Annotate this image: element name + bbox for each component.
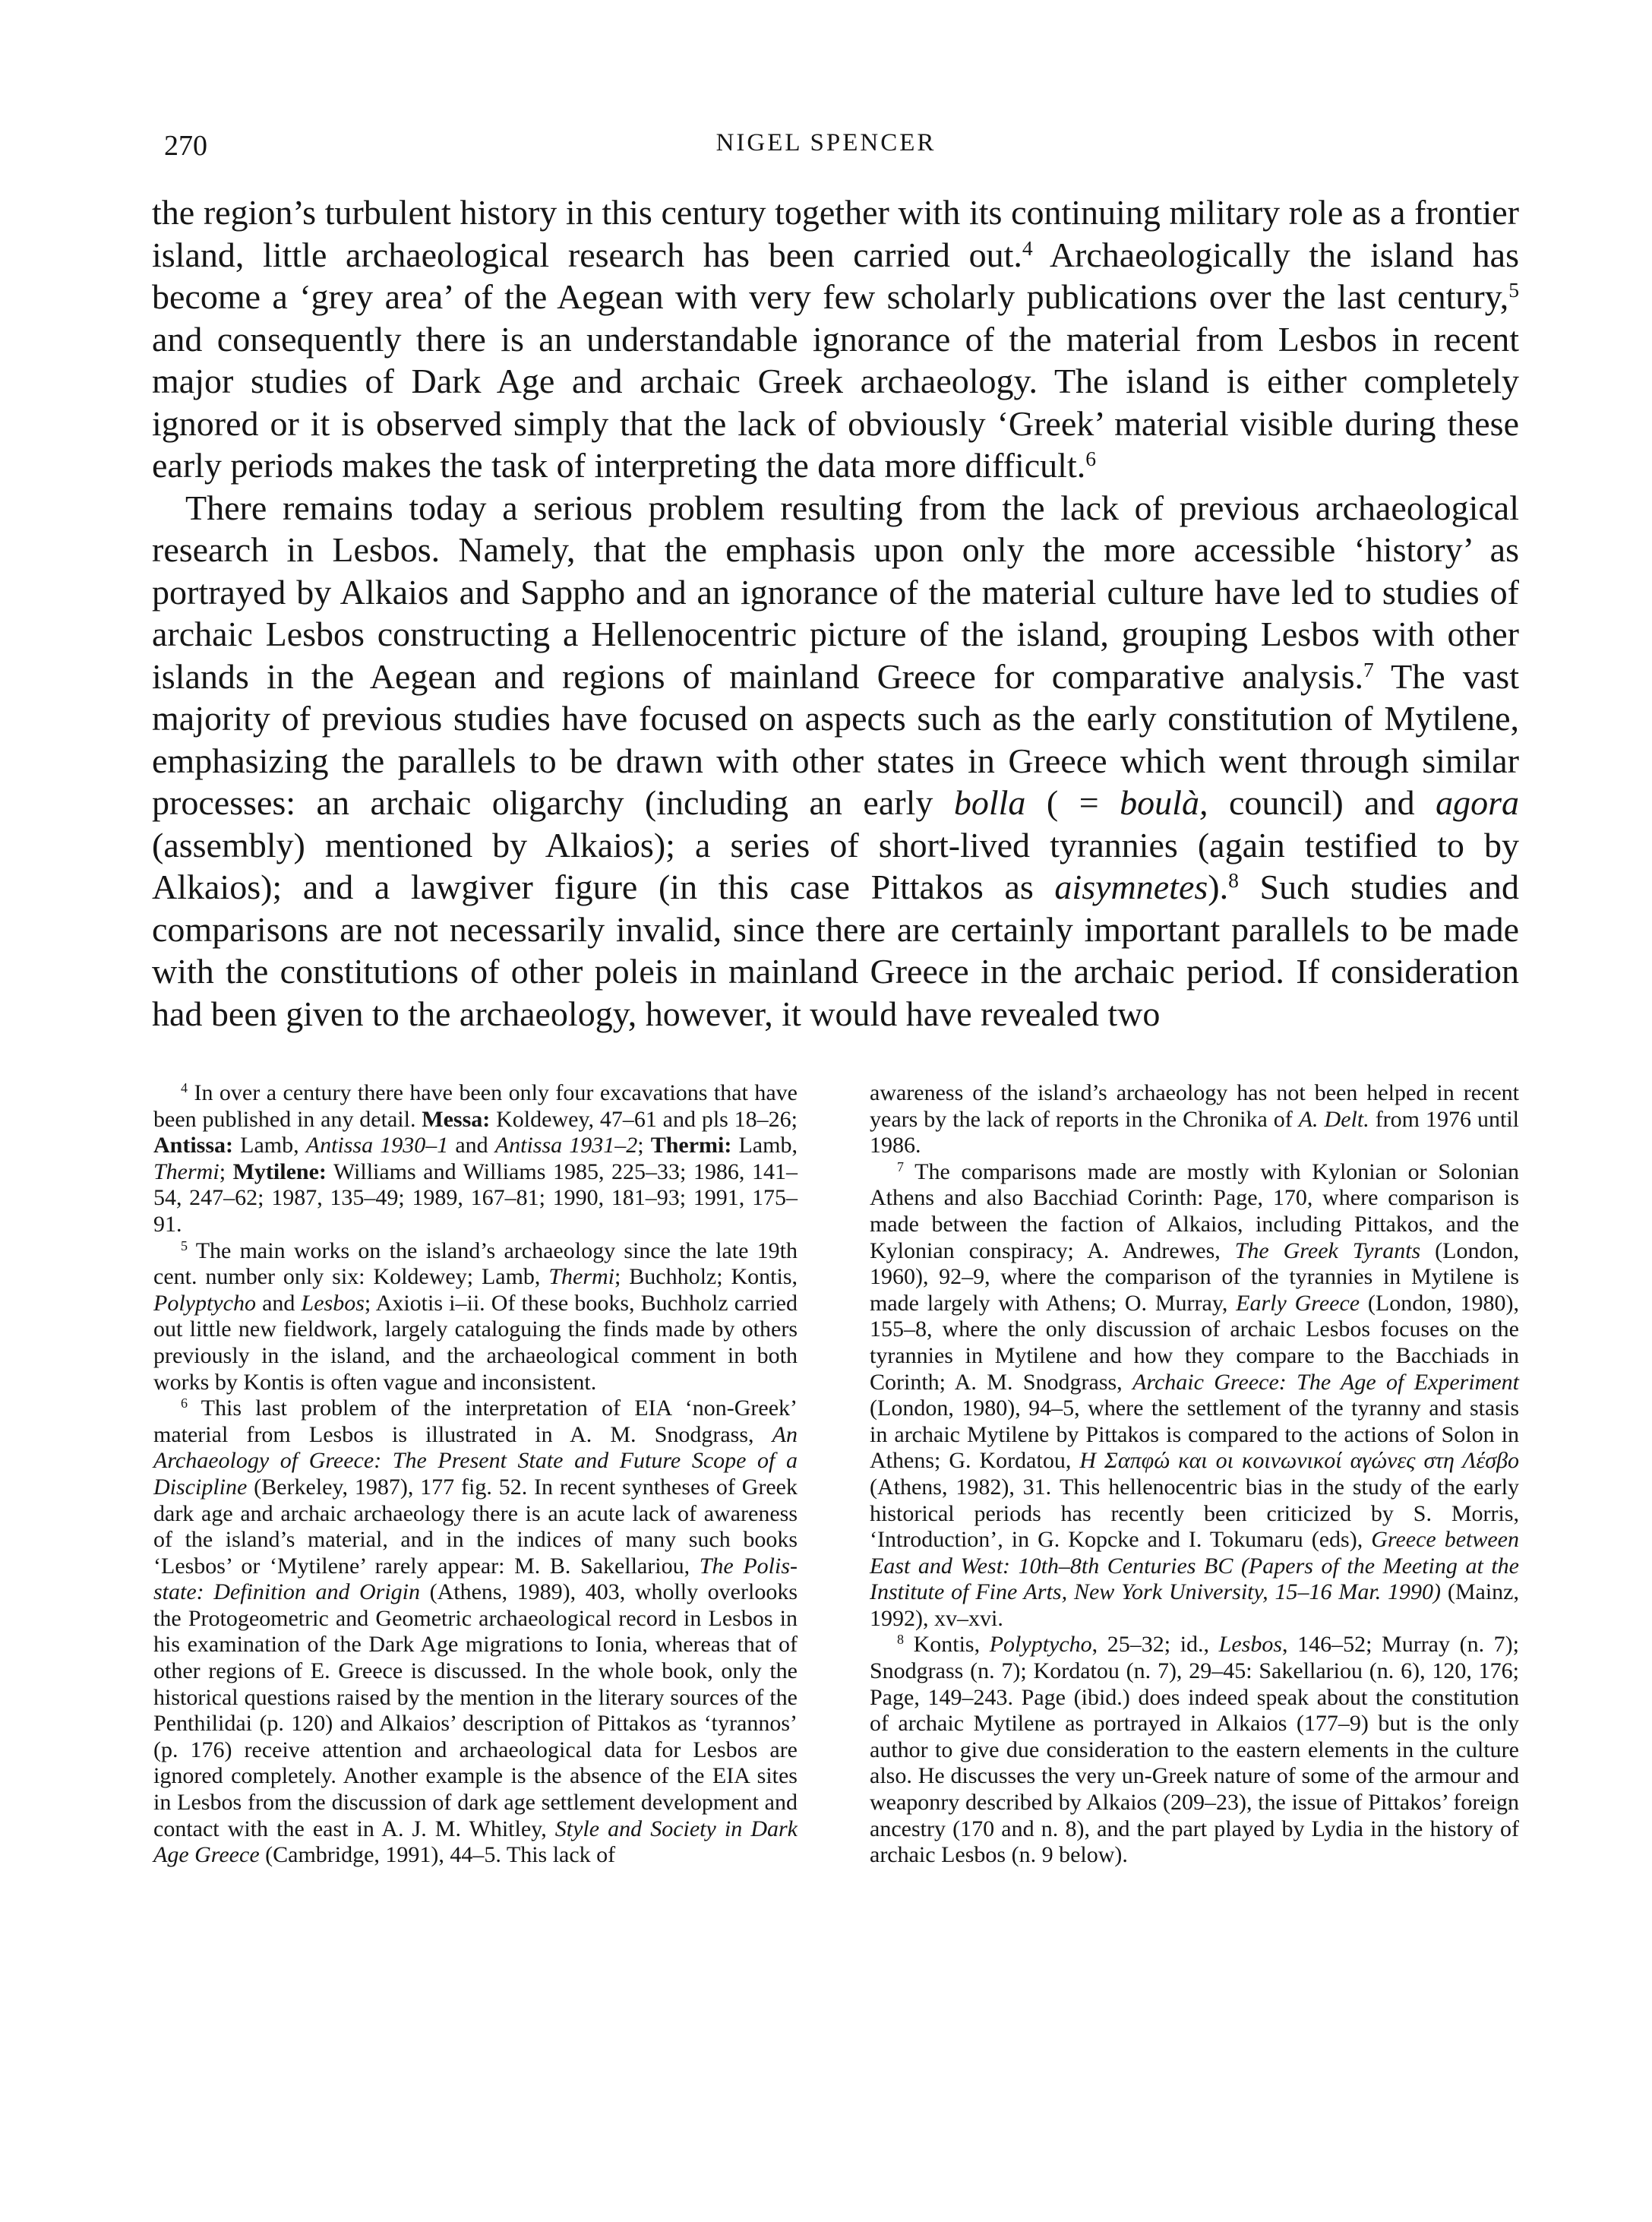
body-paragraph-1: the region’s turbulent history in this century together with its continuing military role as a frontier island, little archaeological research has been carried out.$^4$ Archaeologically the island has become a ‘grey area’ of the Aegean with very few scholarly publications over the last century,$^5$ and consequently there is an understandable ignorance of the material from Lesbos in recent major studies of Dark Age and archaic Greek archaeology. The island is either completely ignored or it is observed simply that the lack of obviously ‘Greek’ material visible during these early periods makes the task of interpreting the data more difficult.$^6$ xyxy=(152,193,1519,485)
footnote-7: $^7$ The comparisons made are mostly with Kylonian or Solonian Athens and also Bacchiad Corinth: Page, 170, where comparison is made between the faction of Alkaios, including Pittakos, and the Kylonian conspiracy; A. Andrewes, The Greek Tyrants (London, 1960), 92–9, where the comparison of the tyrannies in Mytilene is made largely with Athens; O. Murray, Early Greece (London, 1980), 155–8, where the only discussion of archaic Lesbos focuses on the tyrannies in Mytilene and how they compare to the Bacchiads in Corinth; A. M. Snodgrass, Archaic Greece: The Age of Experiment (London, 1980), 94–5, where the settlement of the tyranny and stasis in archaic Mytilene by Pittakos is compared to the actions of Solon in Athens; G. Kordatou, Η Σαπφώ και οι κοινωνικοί αγώνες στη Λέσβο (Athens, 1982), 31. This hellenocentric bias in the study of the early historical periods has recently been criticized by S. Morris, ‘Introduction’, in G. Kopcke and I. Tokumaru (eds), Greece between East and West: 10th–8th Centuries BC (Papers of the Meeting at the Institute of Fine Arts, New York University, 15–16 Mar. 1990) (Mainz, 1992), xv–xvi. xyxy=(870,1158,1520,1631)
footnote-6-continued: awareness of the island’s archaeology has not been helped in recent years by the lack of reports in the Chronika of A. Delt. from 1976 until 1986. xyxy=(870,1080,1519,1158)
footnote-number: 8 xyxy=(897,1632,904,1648)
running-head: NIGEL SPENCER xyxy=(715,129,937,156)
footnote-ref-5[interactable]: 5 xyxy=(1508,277,1519,302)
main-text xyxy=(152,191,1519,1035)
footnote-6: $^6$ This last problem of the interpretation of EIA ‘non-Greek’ material from Lesbos is illustrated in A. M. Snodgrass, An Archaeology of Greece: The Present State and Future Scope of a Discipline (Berkeley, 1987), 177 fig. 52. In recent syntheses of Greek dark age and archaic archaeology there is an acute lack of awareness of the island’s material, and in the indices of many such books ‘Lesbos’ or ‘Mytilene’ rarely appear: M. B. Sakellariou, The Polis-state: Definition and Origin (Athens, 1989), 403, wholly overlooks the Protogeometric and Geometric archaeological record in Lesbos in his examination of the Dark Age migrations to Ionia, whereas that of other regions of E. Greece is discussed. In the whole book, only the historical questions raised by the mention in the literary sources of the Penthilidai (p. 120) and Alkaios’ description of Pittakos as ‘tyrannos’ (p. 176) receive attention and archaeological data for Lesbos are ignored completely. Another example is the absence of the EIA sites in Lesbos from the discussion of dark age settlement development and contact with the east in A. J. M. Whitley, Style and Society in Dark Age Greece (Cambridge, 1991), 44–5. This lack of xyxy=(153,1395,798,1868)
footnote-8: $^8$ Kontis, Polyptycho, 25–32; id., Lesbos, 146–52; Murray (n. 7); Snodgrass (n. 7); Kordatou (n. 7), 29–45: Sakellariou (n. 6), 120, 176; Page, 149–243. Page (ibid.) does indeed speak about the constitution of archaic Mytilene as portrayed in Alkaios (177–9) but is the only author to give due consideration to the eastern elements in the culture also. He discusses the very un-Greek nature of some of the armour and weaponry described by Alkaios (209–23), the issue of Pittakos’ foreign ancestry (170 and n. 8), and the part played by Lydia in the history of archaic Lesbos (n. 9 below). xyxy=(870,1632,1520,1868)
footnote-number: 6 xyxy=(181,1395,188,1411)
footnote-ref-8[interactable]: 8 xyxy=(1228,868,1239,892)
footnote-number: 7 xyxy=(897,1158,904,1174)
footnote-4: $^4$ In over a century there have been only four excavations that have been published in any detail. Messa: Koldewey, 47–61 and pls 18–26; Antissa: Lamb, Antissa 1930–1 and Antissa 1931–2; Thermi: Lamb, Thermi; Mytilene: Williams and Williams 1985, 225–33; 1986, 141–54, 247–62; 1987, 135–49; 1989, 167–81; 1990, 181–93; 1991, 175–91. xyxy=(153,1080,798,1237)
footnote-5: $^5$ The main works on the island’s archaeology since the late 19th cent. number only six: Koldewey; Lamb, Thermi; Buchholz; Kontis, Polyptycho and Lesbos; Axiotis i–ii. Of these books, Buchholz carried out little new fieldwork, largely cataloguing the finds made by others previously in the island, and the archaeological comment in both works by Kontis is often vague and inconsistent. xyxy=(153,1237,798,1395)
footnote-number: 4 xyxy=(181,1080,188,1096)
footnotes-left-column xyxy=(153,1080,798,1869)
footnote-ref-4[interactable]: 4 xyxy=(1022,235,1033,260)
page-number: 270 xyxy=(164,130,207,162)
body-paragraph-2: There remains today a serious problem resulting from the lack of previous archaeological research in Lesbos. Namely, that the emphasis upon only the more accessible ‘history’ as portrayed by Alkaios and Sappho and an ignorance of the material culture have led to studies of archaic Lesbos constructing a Hellenocentric picture of the island, grouping Lesbos with other islands in the Aegean and regions of mainland Greece for comparative analysis.$^7$ The vast majority of previous studies have focused on aspects such as the early constitution of Mytilene, emphasizing the parallels to be drawn with other states in Greece which went through similar processes: an archaic oligarchy (including an early bolla ( = boulà, council) and agora (assembly) mentioned by Alkaios); a series of short-lived tyrannies (again testified to by Alkaios); and a lawgiver figure (in this case Pittakos as aisymnetes).$^8$ Such studies and comparisons are not necessarily invalid, since there are certainly important parallels to be made with the constitutions of other poleis in mainland Greece in the archaic period. If consideration had been given to the archaeology, however, it would have revealed two xyxy=(152,488,1519,1033)
footnote-number: 5 xyxy=(181,1237,188,1253)
footnote-ref-7[interactable]: 7 xyxy=(1363,657,1374,681)
footnote-ref-6[interactable]: 6 xyxy=(1085,446,1097,470)
footnotes-right-column xyxy=(870,1080,1519,1869)
